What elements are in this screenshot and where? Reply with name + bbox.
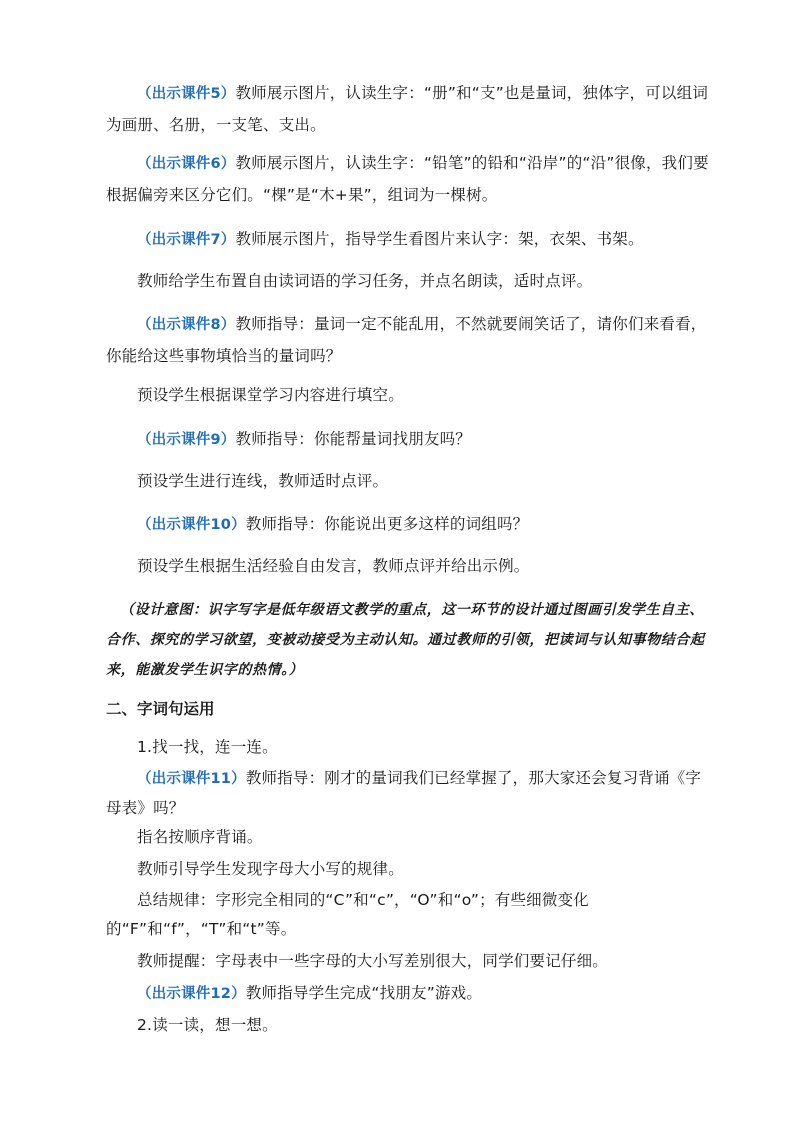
paragraph-free-reading	[106, 266, 716, 297]
paragraph-text: 教师指导：刚才的量词我们已经掌握了，那大家还会复习背诵《字母表》吗？	[106, 769, 702, 817]
paragraph-courseware-8	[106, 309, 716, 372]
paragraph-matching	[106, 466, 716, 497]
item-courseware-11	[106, 764, 716, 823]
courseware-tag: （出示课件9）	[137, 432, 236, 448]
paragraph-text: 教师指导：量词一定不能乱用，不然就要闹笑话了，请你们来看看，你能给这些事物填恰当的量词吗？	[106, 315, 707, 365]
item-recite-in-order	[106, 823, 716, 852]
paragraph-text: 教师指导：你能帮量词找朋友吗？	[235, 430, 472, 448]
courseware-tag: （出示课件12）	[137, 986, 246, 1002]
paragraph-text: 教师指导学生完成“找朋友”游戏。	[245, 984, 483, 1002]
courseware-tag: （出示课件8）	[137, 317, 236, 333]
paragraph-text: 教师展示图片，指导学生看图片来认字：架，衣架、书架。	[235, 230, 644, 248]
paragraph-free-speech	[106, 551, 716, 582]
paragraph-text: 教师指导：你能说出更多这样的词组吗？	[245, 515, 529, 533]
paragraph-text: 预设学生进行连线，教师适时点评。	[137, 472, 389, 490]
item-case-rules	[106, 855, 716, 884]
paragraph-text: 教师引导学生发现字母大小写的规律。	[137, 860, 404, 878]
paragraph-text: 教师展示图片，认读生字：“铅笔”的铅和“沿岸”的“沿”很像，我们要根据偏旁来区分它们。“棵”是“木+果”，组词为一棵树。	[106, 154, 709, 204]
paragraph-text: 教师提醒：字母表中一些字母的大小写差别很大，同学们要记仔细。	[137, 952, 609, 970]
section-heading: 二、字词句运用	[106, 700, 215, 718]
item-courseware-12	[106, 979, 716, 1009]
courseware-tag: （出示课件5）	[137, 86, 236, 102]
design-intent-note: （设计意图：识字写字是低年级语文教学的重点，这一环节的设计通过图画引发学生自主、合作、探究的学习欲望，变被动接受为主动认知。通过教师的引领，把读词与认知事物结合起来，能激发学生识字的热情。）	[106, 602, 705, 678]
paragraph-courseware-7	[106, 224, 716, 256]
paragraph-text: 预设学生根据课堂学习内容进行填空。	[137, 386, 404, 404]
courseware-tag: （出示课件6）	[137, 156, 236, 172]
paragraph-text: 1.找一找，连一连。	[137, 738, 278, 756]
paragraph-courseware-10	[106, 509, 716, 541]
courseware-tag: （出示课件10）	[137, 517, 246, 533]
paragraph-fill-blank	[106, 380, 716, 411]
item-summary-rules	[106, 886, 716, 944]
paragraph-text: 教师给学生布置自由读词语的学习任务，并点名朗读，适时点评。	[137, 272, 593, 290]
item-read-and-think	[106, 1011, 716, 1040]
paragraph-text: 2.读一读，想一想。	[137, 1016, 278, 1034]
courseware-tag: （出示课件11）	[137, 771, 246, 787]
paragraph-text: 指名按顺序背诵。	[137, 828, 263, 846]
paragraph-courseware-5	[106, 78, 716, 141]
paragraph-courseware-9	[106, 424, 716, 456]
paragraph-courseware-6	[106, 148, 716, 211]
paragraph-text: 预设学生根据生活经验自由发言，教师点评并给出示例。	[137, 557, 530, 575]
paragraph-text: 总结规律：字形完全相同的“C”和“c”，“O”和“o”；有些细微变化的“F”和“f”，“T”和“t”等。	[106, 891, 589, 938]
paragraph-text: 教师展示图片，认读生字：“册”和“支”也是量词，独体字，可以组词为画册、名册，一支笔、支出。	[106, 84, 709, 134]
item-teacher-reminder	[106, 947, 716, 976]
courseware-tag: （出示课件7）	[137, 232, 236, 248]
item-find-and-connect	[106, 733, 716, 762]
